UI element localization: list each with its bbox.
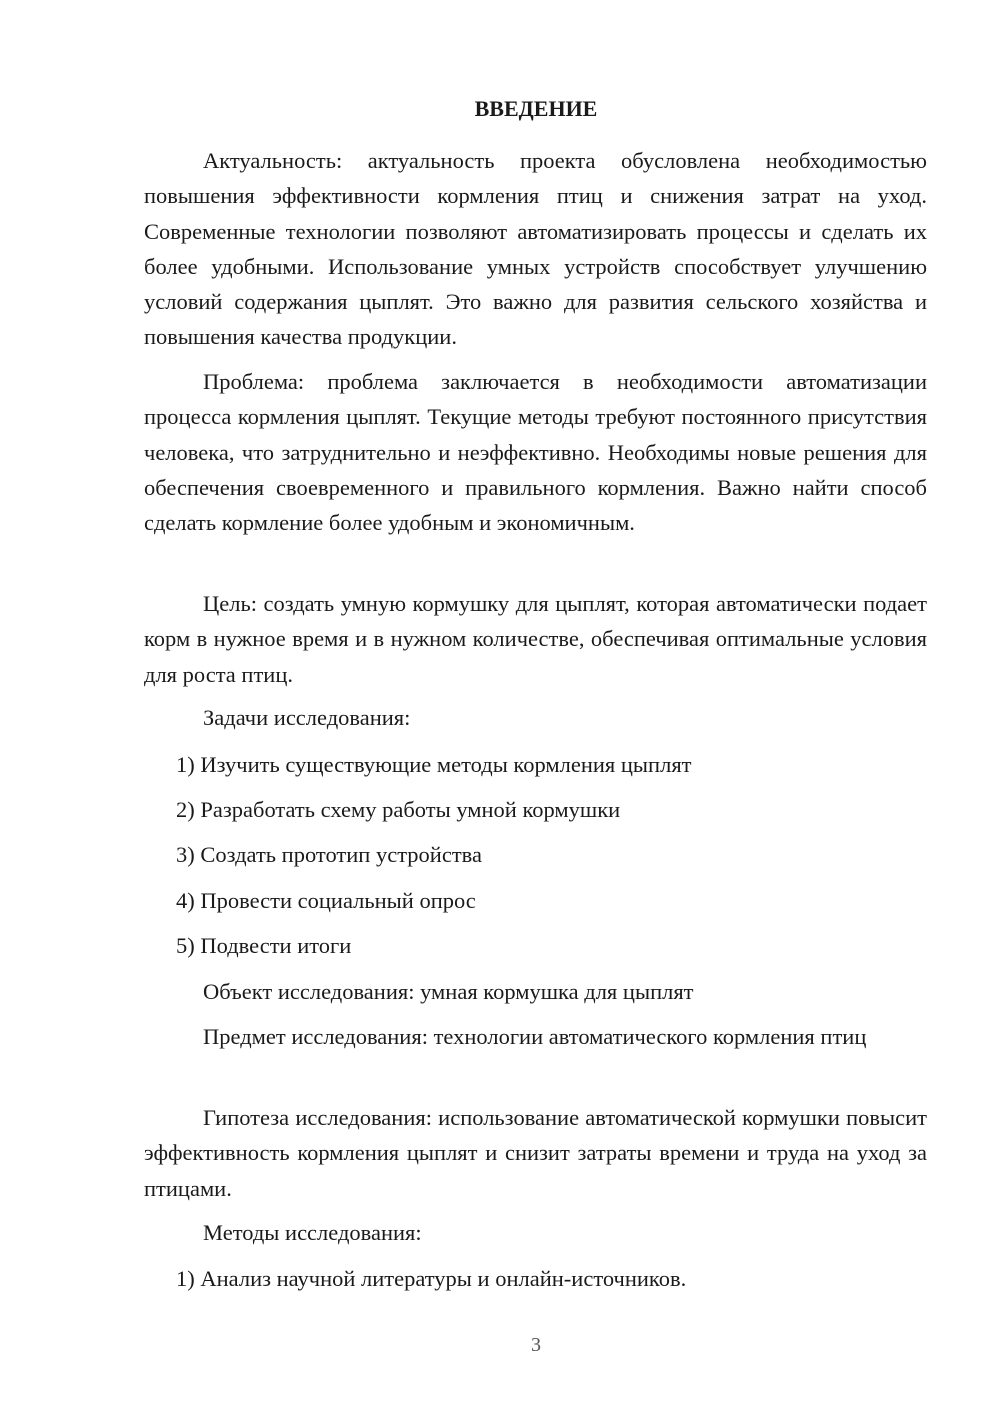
hypothesis-paragraph bbox=[144, 1100, 927, 1206]
page-number: 3 bbox=[531, 1334, 541, 1356]
relevance-text: Актуальность: актуальность проекта обусловлена необходимостью повышения эффективности кормления птиц и снижения затрат на уход. Современные технологии позволяют автоматизировать процессы и сделать их более удобными. Использование умных устройств способствует улучшению условий содержания цыплят. Это важно для развития сельского хозяйства и повышения качества продукции. bbox=[144, 148, 927, 350]
problem-paragraph bbox=[144, 364, 927, 540]
hypothesis-text: Гипотеза исследования: использование автоматической кормушки повысит эффективность кормления цыплят и снизит затраты времени и труда на уход за птицами. bbox=[144, 1105, 927, 1201]
task-item: 3) Создать прототип устройства bbox=[176, 842, 482, 867]
tasks-heading: Задачи исследования: bbox=[203, 705, 411, 730]
methods-heading: Методы исследования: bbox=[203, 1220, 422, 1245]
goal-paragraph bbox=[144, 586, 927, 692]
task-item: 2) Разработать схему работы умной кормушки bbox=[176, 797, 621, 822]
subject-text: Предмет исследования: технологии автоматического кормления птиц bbox=[203, 1024, 867, 1049]
method-item: 1) Анализ научной литературы и онлайн-источников. bbox=[176, 1266, 687, 1291]
relevance-paragraph bbox=[144, 143, 927, 355]
task-item: 4) Провести социальный опрос bbox=[176, 888, 476, 913]
task-item: 1) Изучить существующие методы кормления цыплят bbox=[176, 752, 692, 777]
task-item: 5) Подвести итоги bbox=[176, 933, 352, 958]
subject-paragraph bbox=[144, 1019, 927, 1054]
problem-text: Проблема: проблема заключается в необходимости автоматизации процесса кормления цыплят. Текущие методы требуют постоянного присутствия человека, что затруднительно и неэффективно. Необходимы новые решения для обеспечения своевременного и правильного кормления. Важно найти способ сделать кормление более удобным и экономичным. bbox=[144, 369, 927, 536]
object-line: Объект исследования: умная кормушка для цыплят bbox=[203, 979, 694, 1004]
page-title: ВВЕДЕНИЕ bbox=[474, 96, 598, 121]
goal-text: Цель: создать умную кормушку для цыплят, которая автоматически подает корм в нужное время и в нужном количестве, обеспечивая оптимальные условия для роста птиц. bbox=[144, 591, 927, 687]
